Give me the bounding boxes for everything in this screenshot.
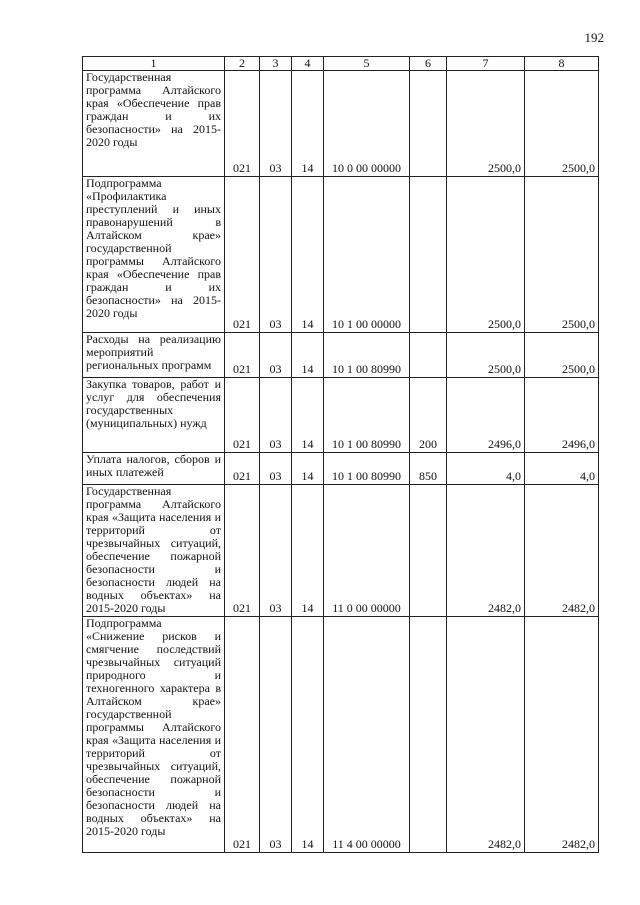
row-name: Подпрограмма «Профилактика преступлений и иных правонарушений в Алтайском крае» государственной программы Алтайского края «Обеспечение прав граждан и их безопасности» на 2015-2020 годы <box>83 177 225 333</box>
cell-admin-code: 021 <box>225 333 260 378</box>
column-header-8: 8 <box>525 57 599 71</box>
cell-subsection: 14 <box>292 453 324 485</box>
cell-target-article: 10 1 00 00000 <box>324 177 410 333</box>
cell-subsection: 14 <box>292 333 324 378</box>
column-header-6: 6 <box>410 57 447 71</box>
row-name: Подпрограмма «Снижение рисков и смягчение последствий чрезвычайных ситуаций природного и техногенного характера в Алтайском крае» государственной программы Алтайского края «Защита населения и территорий от чрезвычайных ситуаций, обеспечение пожарной безопасности и безопасности людей на водных объектах» на 2015-2020 годы <box>83 617 225 853</box>
table-row <box>83 333 599 378</box>
cell-section: 03 <box>260 453 292 485</box>
cell-target-article: 10 1 00 80990 <box>324 333 410 378</box>
row-name: Государственная программа Алтайского края «Обеспечение прав граждан и их безопасности» на 2015-2020 годы <box>83 71 225 177</box>
row-name: Закупка товаров, работ и услуг для обеспечения государственных (муниципальных) нужд <box>83 378 225 453</box>
cell-expense-type <box>410 485 447 617</box>
table-row <box>83 378 599 453</box>
row-name: Государственная программа Алтайского края «Защита населения и территорий от чрезвычайных ситуаций, обеспечение пожарной безопасности и безопасности людей на водных объектах» на 2015-2020 годы <box>83 485 225 617</box>
cell-section: 03 <box>260 617 292 853</box>
budget-table <box>82 56 599 853</box>
cell-amount-2: 2482,0 <box>525 617 599 853</box>
cell-section: 03 <box>260 485 292 617</box>
cell-amount-1: 2500,0 <box>447 71 525 177</box>
page-number: 192 <box>584 30 604 45</box>
cell-amount-1: 2482,0 <box>447 617 525 853</box>
table-row <box>83 71 599 177</box>
column-header-4: 4 <box>292 57 324 71</box>
cell-target-article: 11 4 00 00000 <box>324 617 410 853</box>
cell-section: 03 <box>260 71 292 177</box>
row-name: Уплата налогов, сборов и иных платежей <box>83 453 225 485</box>
cell-amount-1: 2496,0 <box>447 378 525 453</box>
column-header-1: 1 <box>83 57 225 71</box>
cell-subsection: 14 <box>292 71 324 177</box>
cell-target-article: 10 0 00 00000 <box>324 71 410 177</box>
cell-amount-2: 2500,0 <box>525 333 599 378</box>
table-row <box>83 617 599 853</box>
column-header-3: 3 <box>260 57 292 71</box>
cell-subsection: 14 <box>292 617 324 853</box>
cell-expense-type: 850 <box>410 453 447 485</box>
cell-subsection: 14 <box>292 177 324 333</box>
cell-target-article: 11 0 00 00000 <box>324 485 410 617</box>
cell-section: 03 <box>260 378 292 453</box>
row-name: Расходы на реализацию мероприятий региональных программ <box>83 333 225 378</box>
column-header-5: 5 <box>324 57 410 71</box>
cell-amount-1: 2500,0 <box>447 177 525 333</box>
cell-expense-type: 200 <box>410 378 447 453</box>
table-row <box>83 485 599 617</box>
cell-expense-type <box>410 333 447 378</box>
column-header-2: 2 <box>225 57 260 71</box>
cell-admin-code: 021 <box>225 617 260 853</box>
cell-admin-code: 021 <box>225 177 260 333</box>
cell-admin-code: 021 <box>225 453 260 485</box>
cell-amount-2: 2482,0 <box>525 485 599 617</box>
cell-section: 03 <box>260 333 292 378</box>
cell-admin-code: 021 <box>225 485 260 617</box>
cell-subsection: 14 <box>292 485 324 617</box>
cell-expense-type <box>410 177 447 333</box>
table-row <box>83 453 599 485</box>
cell-amount-1: 2482,0 <box>447 485 525 617</box>
cell-section: 03 <box>260 177 292 333</box>
cell-amount-2: 2500,0 <box>525 177 599 333</box>
cell-admin-code: 021 <box>225 378 260 453</box>
cell-target-article: 10 1 00 80990 <box>324 378 410 453</box>
cell-amount-2: 4,0 <box>525 453 599 485</box>
cell-expense-type <box>410 617 447 853</box>
cell-target-article: 10 1 00 80990 <box>324 453 410 485</box>
table-row <box>83 177 599 333</box>
cell-amount-1: 2500,0 <box>447 333 525 378</box>
header-row <box>83 57 599 71</box>
cell-subsection: 14 <box>292 378 324 453</box>
cell-admin-code: 021 <box>225 71 260 177</box>
cell-expense-type <box>410 71 447 177</box>
cell-amount-1: 4,0 <box>447 453 525 485</box>
cell-amount-2: 2500,0 <box>525 71 599 177</box>
column-header-7: 7 <box>447 57 525 71</box>
cell-amount-2: 2496,0 <box>525 378 599 453</box>
